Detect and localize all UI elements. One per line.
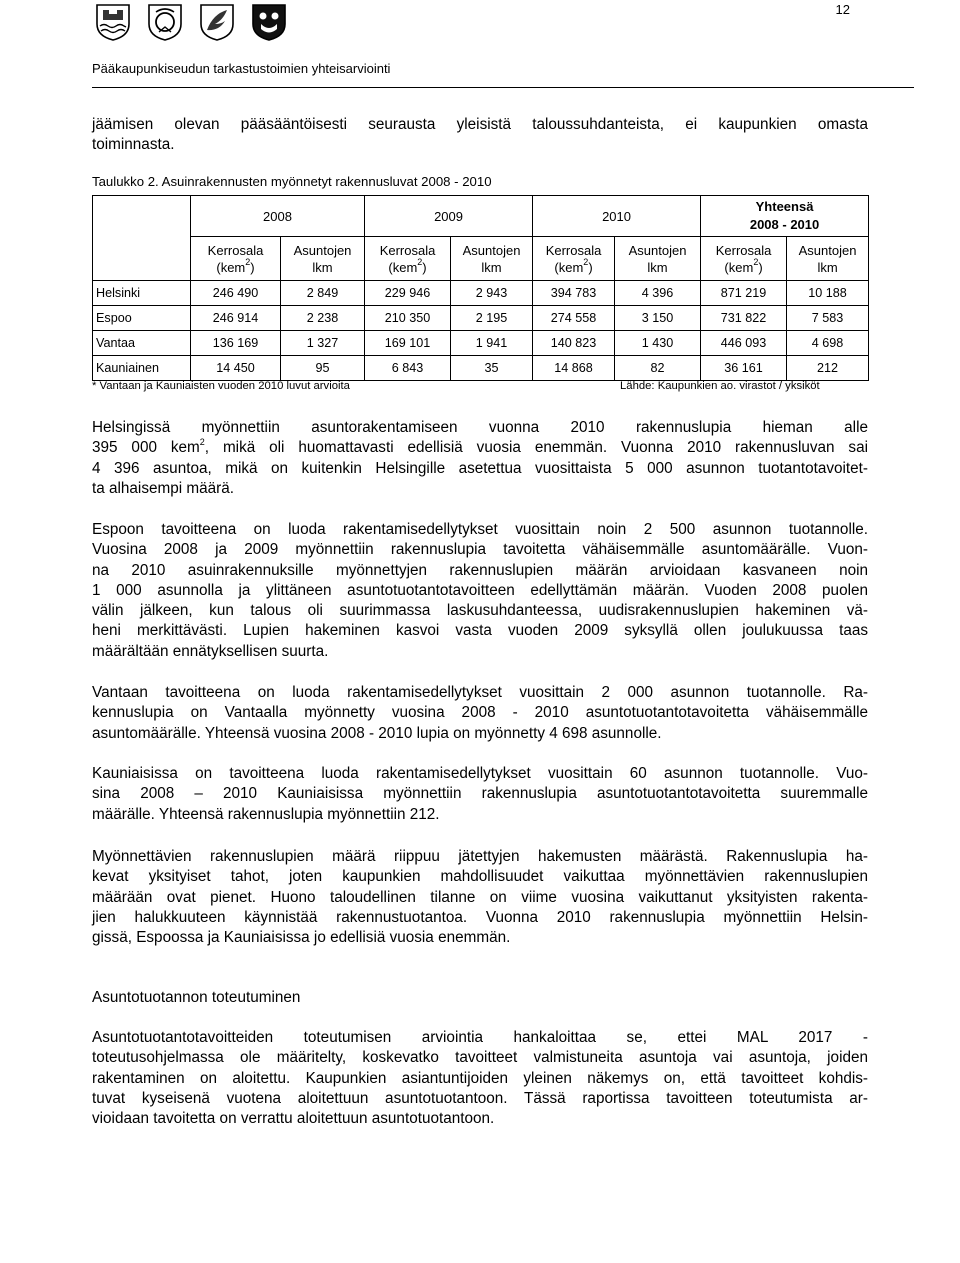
text-line: jäämisen olevan pääsääntöisesti seurausta yleisistä taloussuhdanteista, ei kaupunkien omasta <box>92 116 868 133</box>
value-cell: 2 849 <box>281 281 365 306</box>
text-line: Vuosina 2008 ja 2009 myönnettiin rakennuslupia tavoitetta vähäisemmälle asuntomäärälle. Vuon- <box>92 541 868 559</box>
value-cell: 394 783 <box>533 281 615 306</box>
table-row <box>93 281 869 306</box>
kauniainen-paragraph <box>92 764 868 825</box>
permits-paragraph <box>92 847 868 948</box>
text-line: sina 2008 – 2010 Kauniaisissa myönnettiin rakennuslupia asuntotuotantotavoitetta suuremmalle <box>92 785 868 803</box>
table-source: Lähde: Kaupunkien ao. virastot / yksiköt <box>620 380 820 392</box>
table-row <box>93 331 869 356</box>
value-cell: 229 946 <box>365 281 451 306</box>
vantaa-paragraph <box>92 683 868 744</box>
value-cell: 871 219 <box>701 281 787 306</box>
count-header: Asuntojen lkm <box>787 237 869 281</box>
text-line: gissä, Espoossa ja Kauniaisissa jo edellisiä vuosia enemmän. <box>92 929 511 947</box>
page-number: 12 <box>835 2 850 17</box>
value-cell: 2 238 <box>281 306 365 331</box>
value-cell: 1 941 <box>451 331 533 356</box>
value-cell: 1 327 <box>281 331 365 356</box>
text-line: rakentaminen on aloitettu. Kaupunkien asiantuntijoiden yleinen näkemys on, että tavoitteet kohdis- <box>92 1069 868 1087</box>
corner-cell <box>93 196 191 281</box>
count-header: Asuntojen lkm <box>615 237 701 281</box>
value-cell: 14 868 <box>533 356 615 381</box>
value-cell: 35 <box>451 356 533 381</box>
count-header: Asuntojen lkm <box>281 237 365 281</box>
city-cell: Kauniainen <box>93 356 191 381</box>
text-line: 1 000 asunnolla ja ylittäneen asuntotuotantotavoitteen edellyttämän määrän. Vuoden 2008 puolen <box>92 581 868 599</box>
text-line: jien halukkuuteen käynnistää rakennustuotantoa. Vuonna 2010 rakennuslupia myönnettiin Helsin- <box>92 908 868 926</box>
text-line: ta alhaisempi määrä. <box>92 479 234 497</box>
espoo-crest-icon <box>145 2 185 42</box>
value-cell: 274 558 <box>533 306 615 331</box>
value-cell: 7 583 <box>787 306 869 331</box>
vantaa-crest-icon <box>197 2 237 42</box>
text-line: Kauniaisissa on tavoitteena luoda rakentamisedellytykset vuosittain 60 asunnon tuotannolle. Vuo- <box>92 765 868 782</box>
area-header: Kerrosala (kem$^2$) <box>365 237 451 281</box>
section-heading: Asuntotuotannon toteutuminen <box>92 989 301 1006</box>
organization-name: Pääkaupunkiseudun tarkastustoimien yhteisarviointi <box>92 61 391 76</box>
value-cell: 36 161 <box>701 356 787 381</box>
text-line: toteutusohjelmassa ole määritelty, koskevatko tavoitteet valmistuneita asuntoja vai asuntoja, joiden <box>92 1049 868 1067</box>
value-cell: 4 698 <box>787 331 869 356</box>
year-header: 2009 <box>365 196 533 237</box>
text-line: Espoon tavoitteena on luoda rakentamisedellytykset vuosittain noin 2 500 asunnon tuotannolle. <box>92 521 868 538</box>
table-row <box>93 356 869 381</box>
value-cell: 246 914 <box>191 306 281 331</box>
text-line: määrältään ennätyksellisen suurta. <box>92 642 329 660</box>
value-cell: 136 169 <box>191 331 281 356</box>
text-line: Helsingissä myönnettiin asuntorakentamiseen vuonna 2010 rakennuslupia hieman alle <box>92 419 868 436</box>
value-cell: 731 822 <box>701 306 787 331</box>
text-line: Vantaan tavoitteena on luoda rakentamisedellytykset vuosittain 2 000 asunnon tuotannolle. Ra- <box>92 684 868 701</box>
helsinki-paragraph <box>92 418 868 499</box>
text-line: määrälle. Yhteensä rakennuslupia myönnettiin 212. <box>92 805 440 823</box>
count-header: Asuntojen lkm <box>451 237 533 281</box>
table-footnote: * Vantaan ja Kauniaisten vuoden 2010 luvut arvioita <box>92 380 350 392</box>
year-header: 2008 <box>191 196 365 237</box>
text-line: asuntomäärälle. Yhteensä vuosina 2008 - 2010 lupia on myönnetty 4 698 asunnolle. <box>92 724 662 742</box>
text-line: Asuntotuotantotavoitteiden toteutumisen arviointia hankaloittaa se, ettei MAL 2017 - <box>92 1029 868 1046</box>
text-line: tuvat kyseisenä vuotena aloitettuun asuntotuotantoon. Tässä raportissa tavoitteen toteutumista ar- <box>92 1089 868 1107</box>
value-cell: 169 101 <box>365 331 451 356</box>
table-caption: Taulukko 2. Asuinrakennusten myönnetyt rakennusluvat 2008 - 2010 <box>92 174 492 189</box>
value-cell: 82 <box>615 356 701 381</box>
value-cell: 6 843 <box>365 356 451 381</box>
value-cell: 10 188 <box>787 281 869 306</box>
value-cell: 2 943 <box>451 281 533 306</box>
value-cell: 1 430 <box>615 331 701 356</box>
city-cell: Helsinki <box>93 281 191 306</box>
total-period: 2008 - 2010 <box>749 217 820 232</box>
text-line: Myönnettävien rakennuslupien määrä riippuu jätettyjen hakemusten määrästä. Rakennuslupia ha- <box>92 848 868 865</box>
city-cell: Vantaa <box>93 331 191 356</box>
area-header: Kerrosala (kem$^2$) <box>191 237 281 281</box>
text-line: kennuslupia on Vantaalla myönnetty vuosina 2008 - 2010 asuntotuotantotavoitetta vähäisemmälle <box>92 704 868 722</box>
text-line: heni merkittävästi. Lupien hakeminen kasvoi vasta vuoden 2009 syksyllä ollen joulukuussa taas <box>92 622 868 640</box>
header-divider <box>92 87 914 88</box>
text-line: toiminnasta. <box>92 136 175 154</box>
value-cell: 95 <box>281 356 365 381</box>
helsinki-crest-icon <box>93 2 133 42</box>
text-line: 395 000 kem$^2$, mikä oli huomattavasti edellisiä vuosia enemmän. Vuonna 2010 rakennusluvan sai <box>92 437 868 457</box>
table-header-years <box>93 196 869 237</box>
value-cell: 246 490 <box>191 281 281 306</box>
table-row <box>93 306 869 331</box>
value-cell: 4 396 <box>615 281 701 306</box>
espoo-paragraph <box>92 520 868 662</box>
area-header: Kerrosala (kem$^2$) <box>701 237 787 281</box>
value-cell: 446 093 <box>701 331 787 356</box>
value-cell: 2 195 <box>451 306 533 331</box>
value-cell: 14 450 <box>191 356 281 381</box>
city-cell: Espoo <box>93 306 191 331</box>
building-permits-table <box>92 195 869 381</box>
text-line: välin jälkeen, kun talous oli suurimmassa laskusuhdanteessa, uudisrakennuslupien hakeminen vä- <box>92 602 868 620</box>
text-line: na 2010 asuinrakennuksille myönnettyjen rakennuslupien määrän arvioidaan kasvaneen noin <box>92 561 868 579</box>
year-header: 2010 <box>533 196 701 237</box>
text-line: määrään ovat pienet. Huono taloudellinen tilanne on viime vuosina vaikuttanut yksityisten rakenta- <box>92 888 868 906</box>
value-cell: 140 823 <box>533 331 615 356</box>
value-cell: 3 150 <box>615 306 701 331</box>
city-logos <box>93 2 289 42</box>
kauniainen-crest-icon <box>249 2 289 42</box>
total-label: Yhteensä <box>755 199 814 214</box>
intro-paragraph <box>92 115 868 156</box>
text-line: vioidaan tavoitetta on verrattu aloitettuun asuntotuotantoon. <box>92 1110 495 1128</box>
value-cell: 210 350 <box>365 306 451 331</box>
total-header <box>701 196 869 237</box>
text-line: kevat yksityiset tahot, joten kaupunkien mahdollisuudet vaikuttaa myönnettävien rakennuslupien <box>92 868 868 886</box>
value-cell: 212 <box>787 356 869 381</box>
area-header: Kerrosala (kem$^2$) <box>533 237 615 281</box>
text-line: 4 396 asuntoa, mikä on kuitenkin Helsingille asetettua vuosittaista 5 000 asunnon tuotantotavoitet- <box>92 459 868 477</box>
table-header-measures <box>93 237 869 281</box>
section-paragraph <box>92 1028 868 1129</box>
